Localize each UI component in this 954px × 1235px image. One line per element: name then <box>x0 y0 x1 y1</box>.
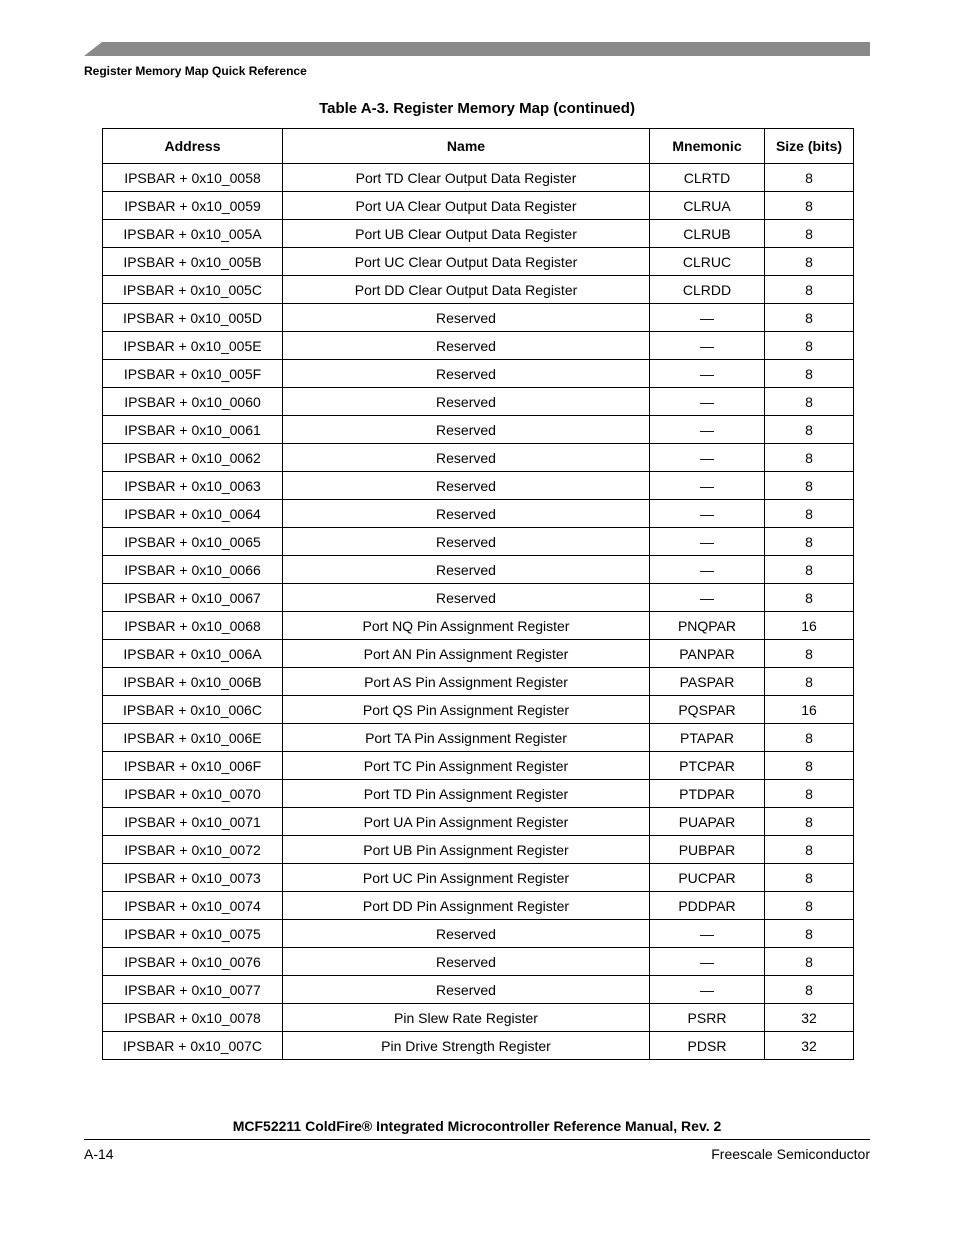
size-cell: 8 <box>765 892 854 920</box>
name-cell: Port AS Pin Assignment Register <box>283 668 650 696</box>
size-cell: 8 <box>765 920 854 948</box>
mnemonic-cell: CLRUB <box>650 220 765 248</box>
table-row <box>103 416 854 444</box>
mnemonic-cell: PUCPAR <box>650 864 765 892</box>
size-cell: 8 <box>765 752 854 780</box>
table-row <box>103 500 854 528</box>
name-cell: Port UB Clear Output Data Register <box>283 220 650 248</box>
mnemonic-cell: — <box>650 976 765 1004</box>
name-cell: Reserved <box>283 304 650 332</box>
name-cell: Reserved <box>283 948 650 976</box>
table-row <box>103 304 854 332</box>
size-cell: 8 <box>765 444 854 472</box>
address-cell: IPSBAR + 0x10_006A <box>103 640 283 668</box>
mnemonic-cell: PTCPAR <box>650 752 765 780</box>
name-cell: Port TD Clear Output Data Register <box>283 164 650 192</box>
size-cell: 8 <box>765 248 854 276</box>
name-cell: Port UC Pin Assignment Register <box>283 864 650 892</box>
mnemonic-cell: — <box>650 360 765 388</box>
mnemonic-cell: CLRUA <box>650 192 765 220</box>
size-cell: 16 <box>765 696 854 724</box>
size-cell: 8 <box>765 416 854 444</box>
name-cell: Reserved <box>283 444 650 472</box>
address-cell: IPSBAR + 0x10_006C <box>103 696 283 724</box>
mnemonic-cell: — <box>650 528 765 556</box>
size-cell: 8 <box>765 668 854 696</box>
table-row <box>103 892 854 920</box>
address-cell: IPSBAR + 0x10_0071 <box>103 808 283 836</box>
name-cell: Reserved <box>283 556 650 584</box>
table-row <box>103 528 854 556</box>
size-cell: 16 <box>765 612 854 640</box>
name-cell: Port TA Pin Assignment Register <box>283 724 650 752</box>
address-cell: IPSBAR + 0x10_0061 <box>103 416 283 444</box>
table-row <box>103 836 854 864</box>
table-row <box>103 444 854 472</box>
mnemonic-cell: — <box>650 556 765 584</box>
table-row <box>103 976 854 1004</box>
address-cell: IPSBAR + 0x10_0060 <box>103 388 283 416</box>
name-cell: Port UA Clear Output Data Register <box>283 192 650 220</box>
name-cell: Reserved <box>283 416 650 444</box>
mnemonic-cell: CLRUC <box>650 248 765 276</box>
name-cell: Pin Drive Strength Register <box>283 1032 650 1060</box>
size-cell: 8 <box>765 192 854 220</box>
table-body <box>103 164 854 1060</box>
table-header-row <box>103 129 854 164</box>
size-cell: 8 <box>765 388 854 416</box>
table-row <box>103 276 854 304</box>
table-row <box>103 556 854 584</box>
name-cell: Port NQ Pin Assignment Register <box>283 612 650 640</box>
table-row <box>103 948 854 976</box>
name-cell: Port UA Pin Assignment Register <box>283 808 650 836</box>
size-cell: 8 <box>765 976 854 1004</box>
address-cell: IPSBAR + 0x10_0078 <box>103 1004 283 1032</box>
mnemonic-cell: — <box>650 332 765 360</box>
name-cell: Reserved <box>283 332 650 360</box>
mnemonic-cell: — <box>650 472 765 500</box>
table-row <box>103 192 854 220</box>
footer-manual-title: MCF52211 ColdFire® Integrated Microcontroller Reference Manual, Rev. 2 <box>232 1118 722 1134</box>
header-decorative-bar <box>84 42 870 56</box>
address-cell: IPSBAR + 0x10_0072 <box>103 836 283 864</box>
mnemonic-cell: — <box>650 500 765 528</box>
table-row <box>103 780 854 808</box>
mnemonic-cell: PDSR <box>650 1032 765 1060</box>
table-row <box>103 696 854 724</box>
table-row <box>103 668 854 696</box>
size-cell: 8 <box>765 780 854 808</box>
mnemonic-cell: PANPAR <box>650 640 765 668</box>
table-row <box>103 920 854 948</box>
mnemonic-cell: PTAPAR <box>650 724 765 752</box>
table-row <box>103 248 854 276</box>
table-row <box>103 584 854 612</box>
size-cell: 8 <box>765 556 854 584</box>
size-cell: 8 <box>765 500 854 528</box>
address-cell: IPSBAR + 0x10_006E <box>103 724 283 752</box>
name-cell: Reserved <box>283 584 650 612</box>
name-cell: Pin Slew Rate Register <box>283 1004 650 1032</box>
column-header-size: Size (bits) <box>765 129 854 164</box>
name-cell: Port UC Clear Output Data Register <box>283 248 650 276</box>
table-header <box>103 129 854 164</box>
address-cell: IPSBAR + 0x10_005A <box>103 220 283 248</box>
footer-divider <box>84 1139 870 1140</box>
name-cell: Reserved <box>283 360 650 388</box>
address-cell: IPSBAR + 0x10_0058 <box>103 164 283 192</box>
table-title: Table A-3. Register Memory Map (continued) <box>319 100 635 117</box>
table-row <box>103 612 854 640</box>
size-cell: 8 <box>765 724 854 752</box>
table-row <box>103 220 854 248</box>
column-header-address: Address <box>103 129 283 164</box>
table-row <box>103 752 854 780</box>
mnemonic-cell: PDDPAR <box>650 892 765 920</box>
register-memory-map-table <box>102 128 854 1060</box>
address-cell: IPSBAR + 0x10_005C <box>103 276 283 304</box>
name-cell: Reserved <box>283 528 650 556</box>
size-cell: 8 <box>765 332 854 360</box>
address-cell: IPSBAR + 0x10_006B <box>103 668 283 696</box>
mnemonic-cell: PSRR <box>650 1004 765 1032</box>
mnemonic-cell: — <box>650 388 765 416</box>
address-cell: IPSBAR + 0x10_005F <box>103 360 283 388</box>
name-cell: Reserved <box>283 472 650 500</box>
address-cell: IPSBAR + 0x10_0074 <box>103 892 283 920</box>
address-cell: IPSBAR + 0x10_0066 <box>103 556 283 584</box>
mnemonic-cell: CLRDD <box>650 276 765 304</box>
size-cell: 8 <box>765 808 854 836</box>
name-cell: Port DD Clear Output Data Register <box>283 276 650 304</box>
size-cell: 8 <box>765 836 854 864</box>
mnemonic-cell: CLRTD <box>650 164 765 192</box>
size-cell: 8 <box>765 220 854 248</box>
size-cell: 32 <box>765 1004 854 1032</box>
name-cell: Reserved <box>283 500 650 528</box>
mnemonic-cell: PNQPAR <box>650 612 765 640</box>
address-cell: IPSBAR + 0x10_0076 <box>103 948 283 976</box>
address-cell: IPSBAR + 0x10_0064 <box>103 500 283 528</box>
running-head: Register Memory Map Quick Reference <box>84 64 307 78</box>
size-cell: 8 <box>765 584 854 612</box>
name-cell: Port UB Pin Assignment Register <box>283 836 650 864</box>
mnemonic-cell: PUBPAR <box>650 836 765 864</box>
mnemonic-cell: PTDPAR <box>650 780 765 808</box>
address-cell: IPSBAR + 0x10_005E <box>103 332 283 360</box>
address-cell: IPSBAR + 0x10_005D <box>103 304 283 332</box>
name-cell: Reserved <box>283 920 650 948</box>
mnemonic-cell: — <box>650 948 765 976</box>
address-cell: IPSBAR + 0x10_007C <box>103 1032 283 1060</box>
size-cell: 32 <box>765 1032 854 1060</box>
size-cell: 8 <box>765 948 854 976</box>
column-header-mnemonic: Mnemonic <box>650 129 765 164</box>
column-header-name: Name <box>283 129 650 164</box>
mnemonic-cell: — <box>650 416 765 444</box>
publisher-name: Freescale Semiconductor <box>711 1146 870 1162</box>
address-cell: IPSBAR + 0x10_0065 <box>103 528 283 556</box>
address-cell: IPSBAR + 0x10_0062 <box>103 444 283 472</box>
name-cell: Port AN Pin Assignment Register <box>283 640 650 668</box>
mnemonic-cell: — <box>650 584 765 612</box>
table-row <box>103 724 854 752</box>
table-row <box>103 1032 854 1060</box>
table-row <box>103 640 854 668</box>
address-cell: IPSBAR + 0x10_0073 <box>103 864 283 892</box>
name-cell: Reserved <box>283 976 650 1004</box>
size-cell: 8 <box>765 304 854 332</box>
table-row <box>103 332 854 360</box>
page-number: A-14 <box>84 1146 114 1162</box>
table-row <box>103 1004 854 1032</box>
table-row <box>103 360 854 388</box>
address-cell: IPSBAR + 0x10_0067 <box>103 584 283 612</box>
table-row <box>103 472 854 500</box>
name-cell: Port TC Pin Assignment Register <box>283 752 650 780</box>
size-cell: 8 <box>765 164 854 192</box>
mnemonic-cell: — <box>650 304 765 332</box>
name-cell: Reserved <box>283 388 650 416</box>
address-cell: IPSBAR + 0x10_0068 <box>103 612 283 640</box>
table-row <box>103 164 854 192</box>
name-cell: Port TD Pin Assignment Register <box>283 780 650 808</box>
table-row <box>103 388 854 416</box>
mnemonic-cell: PUAPAR <box>650 808 765 836</box>
address-cell: IPSBAR + 0x10_0063 <box>103 472 283 500</box>
address-cell: IPSBAR + 0x10_006F <box>103 752 283 780</box>
size-cell: 8 <box>765 864 854 892</box>
mnemonic-cell: PQSPAR <box>650 696 765 724</box>
size-cell: 8 <box>765 276 854 304</box>
name-cell: Port DD Pin Assignment Register <box>283 892 650 920</box>
mnemonic-cell: — <box>650 920 765 948</box>
size-cell: 8 <box>765 360 854 388</box>
size-cell: 8 <box>765 472 854 500</box>
address-cell: IPSBAR + 0x10_0077 <box>103 976 283 1004</box>
address-cell: IPSBAR + 0x10_0070 <box>103 780 283 808</box>
mnemonic-cell: PASPAR <box>650 668 765 696</box>
size-cell: 8 <box>765 528 854 556</box>
address-cell: IPSBAR + 0x10_0075 <box>103 920 283 948</box>
mnemonic-cell: — <box>650 444 765 472</box>
size-cell: 8 <box>765 640 854 668</box>
table-row <box>103 808 854 836</box>
address-cell: IPSBAR + 0x10_005B <box>103 248 283 276</box>
table-row <box>103 864 854 892</box>
address-cell: IPSBAR + 0x10_0059 <box>103 192 283 220</box>
name-cell: Port QS Pin Assignment Register <box>283 696 650 724</box>
